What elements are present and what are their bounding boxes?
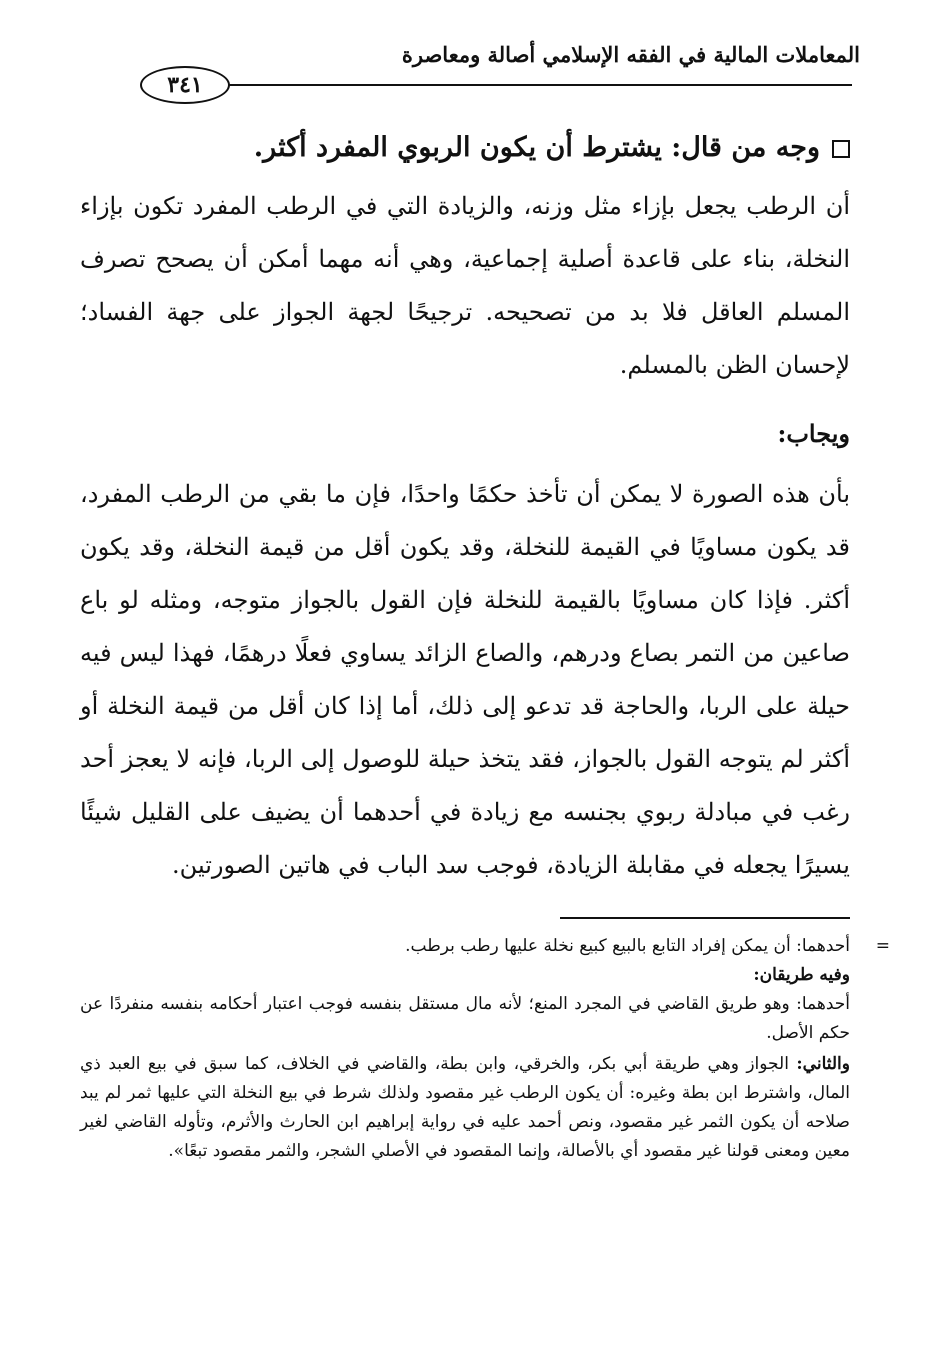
footnote-second-way-text: الجواز وهي طريقة أبي بكر، والخرقي، وابن بطة، والقاضي في الخلاف، كما سبق في بيع العبد ذي المال، واشترط ابن بطة وغيره: أن يكون الرطب غير مقصود ولذلك شرط في بيع النخلة التي عليها ثمر لم يبد صلاحه أن يكون الثمر غير مقصود، ونص أحمد عليه في رواية إبراهيم ابن الحارث والأثرم، وتأوله القاضي لغير معين ومعنى قولنا غير مقصود أي بالأصالة، وإنما المقصود في الأصلي الشجر، والثمر مقصود تبعًا».	[80, 1054, 850, 1161]
footnote-second-way	[80, 1050, 850, 1166]
footnote-line-ways: وفيه طريقان:	[753, 965, 850, 985]
footnote-second-way-label: والثاني:	[796, 1054, 850, 1074]
footnote-first-way: أحدهما: وهو طريق القاضي في المجرد المنع؛ لأنه مال مستقل بنفسه فوجب اعتبار أحكامه بنفسه منفردًا عن حكم الأصل.	[80, 994, 850, 1043]
section-heading-text: وجه من قال: يشترط أن يكون الربوي المفرد أكثر.	[253, 132, 820, 163]
hollow-square-icon	[832, 140, 850, 158]
footnote-continuation-mark: =	[875, 936, 890, 956]
footnote-line-first: أحدهما: أن يمكن إفراد التابع بالبيع كبيع نخلة عليها رطب برطب.	[405, 936, 850, 956]
footnotes	[80, 932, 890, 1168]
section-heading	[90, 128, 850, 168]
response-subheading: ويجاب:	[777, 419, 850, 448]
paragraph-response: بأن هذه الصورة لا يمكن أن تأخذ حكمًا واحدًا، فإن ما بقي من الرطب المفرد، قد يكون مساويًا في القيمة للنخلة، وقد يكون أقل من قيمة النخلة، وقد يكون أكثر. فإذا كان مساويًا بالقيمة للنخلة فإن القول بالجواز متوجه، ومثله لو باع صاعين من التمر بصاع ودرهم، والصاع الزائد يساوي فعلًا درهمًا، فهذا ليس فيه حيلة على الربا، والحاجة قد تدعو إلى ذلك، أما إذا كان أقل من قيمة النخلة أو أكثر لم يتوجه القول بالجواز، فقد يتخذ حيلة للوصول إلى الربا، فإنه لا يعجز أحد رغب في مبادلة ربوي بجنسه مع زيادة في أحدهما أن يضيف على القليل شيئًا يسيرًا يجعله في مقابلة الزيادة، فوجب سد الباب في هاتين الصورتين.	[80, 480, 851, 879]
paragraph-argument: أن الرطب يجعل بإزاء مثل وزنه، والزيادة التي في الرطب المفرد تكون بإزاء النخلة، بناء على قاعدة أصلية إجماعية، وهي أنه مهما أمكن أن يصحح تصرف المسلم العاقل فلا بد من تصحيحه. ترجيحًا لجهة الجواز على جهة الفساد؛ لإحسان الظن بالمسلم.	[80, 192, 850, 379]
footnote-rule	[560, 917, 850, 919]
header-rule	[228, 84, 852, 86]
page-number: ٣٤١	[140, 66, 230, 104]
running-title: المعاملات المالية في الفقه الإسلامي أصالة ومعاصرة	[401, 42, 860, 67]
